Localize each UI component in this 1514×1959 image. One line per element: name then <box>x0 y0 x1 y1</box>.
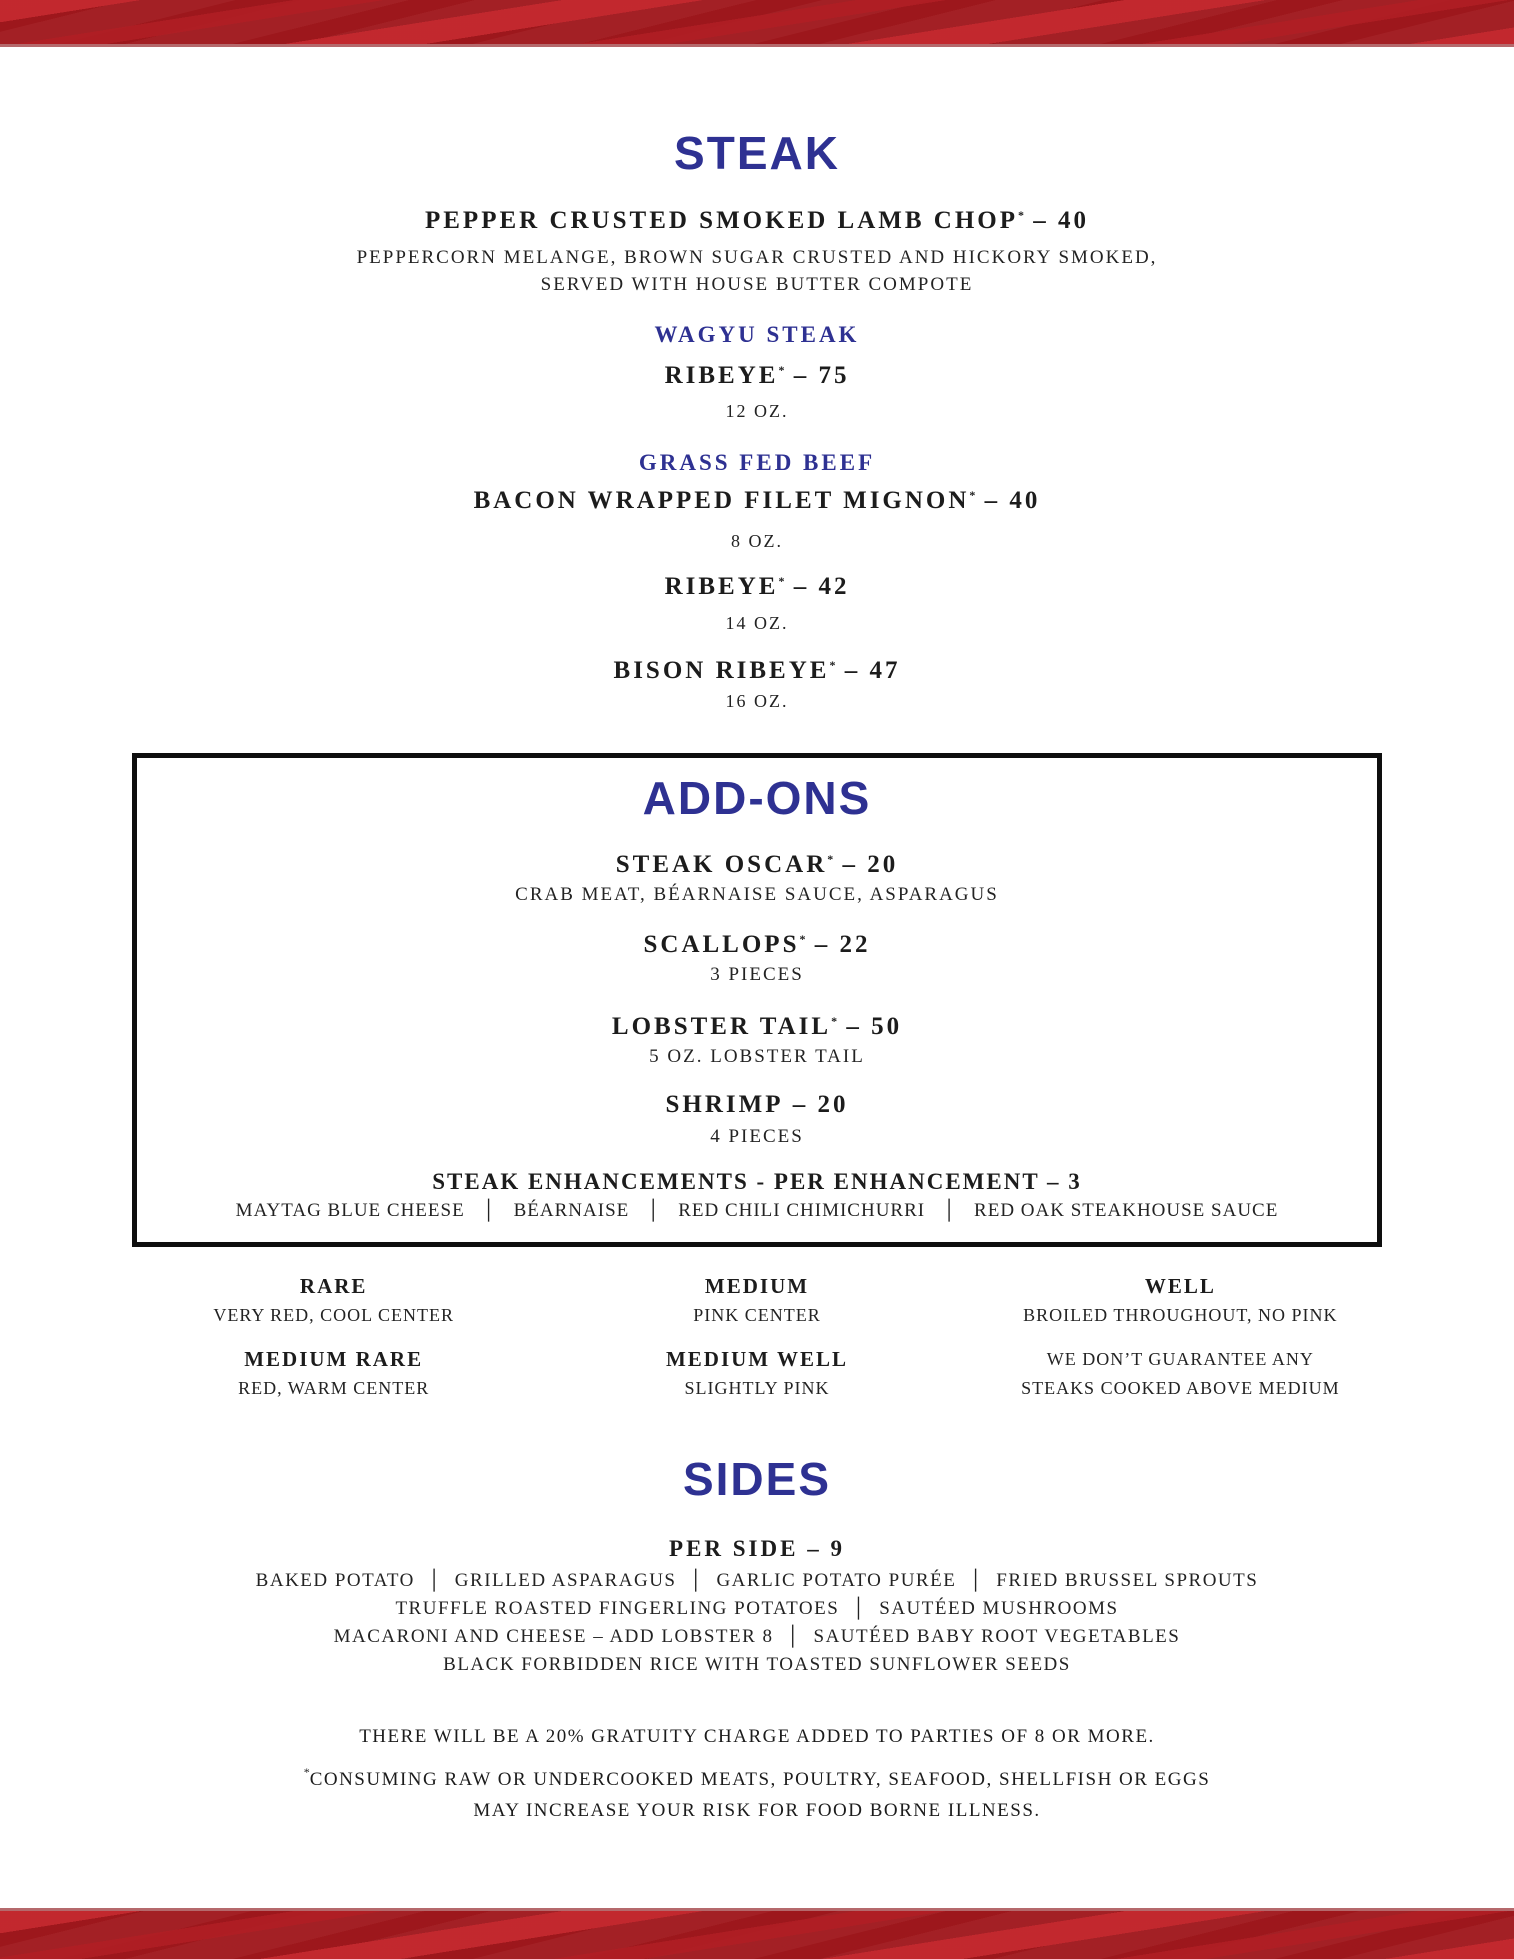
item-name-text: STEAK OSCAR <box>615 851 828 878</box>
doneness-rare <box>122 1273 545 1328</box>
raw-asterisk: * <box>969 488 976 502</box>
item-name-text: RIBEYE <box>664 573 779 600</box>
item-size: 14 OZ. <box>725 613 789 633</box>
raw-food-disclaimer <box>0 1767 1514 1793</box>
doneness-description: BROILED THROUGHOUT, NO PINK <box>1023 1305 1338 1325</box>
item-price: – 47 <box>835 657 901 684</box>
item-price: – 22 <box>805 931 871 958</box>
description-line: CRAB MEAT, BÉARNAISE SAUCE, ASPARAGUS <box>515 884 999 905</box>
item-price: – 20 <box>783 1091 849 1118</box>
doneness-well <box>969 1273 1392 1328</box>
gratuity-notice: THERE WILL BE A 20% GRATUITY CHARGE ADDED TO PARTIES OF 8 OR MORE. <box>359 1726 1155 1747</box>
description-line: 3 PIECES <box>710 964 804 985</box>
doneness-medium-well <box>545 1346 968 1401</box>
raw-asterisk: * <box>778 363 785 377</box>
sides-list-line: BLACK FORBIDDEN RICE WITH TOASTED SUNFLOWER SEEDS <box>443 1654 1071 1675</box>
item-name-text: LOBSTER TAIL <box>611 1013 832 1040</box>
item-price: – 20 <box>833 851 899 878</box>
subsection-grass-fed-beef: GRASS FED BEEF <box>638 450 876 475</box>
sides-list-line: MACARONI AND CHEESE – ADD LOBSTER 8 │ SAUTÉED BABY ROOT VEGETABLES <box>333 1626 1181 1647</box>
doneness-title: RARE <box>299 1274 368 1298</box>
item-price: – 40 <box>975 487 1041 514</box>
section-title-steak: STEAK <box>674 127 840 179</box>
item-price: – 75 <box>784 362 850 389</box>
item-name-text: SHRIMP <box>665 1091 784 1118</box>
item-name-text: PEPPER CRUSTED SMOKED LAMB CHOP <box>424 207 1019 234</box>
menu-item-shrimp <box>137 1090 1377 1120</box>
raw-asterisk: * <box>778 574 785 588</box>
raw-asterisk: * <box>827 852 834 866</box>
raw-asterisk: * <box>829 658 836 672</box>
section-title-add-ons: ADD-ONS <box>642 772 872 824</box>
menu-item-scallops <box>137 930 1377 960</box>
sides-list <box>0 1567 1514 1679</box>
raw-asterisk: * <box>799 932 806 946</box>
disclaimer-text: CONSUMING RAW OR UNDERCOOKED MEATS, POULTRY, SEAFOOD, SHELLFISH OR EGGS <box>309 1769 1211 1790</box>
doneness-guarantee-note <box>969 1346 1392 1401</box>
doneness-medium <box>545 1273 968 1328</box>
menu-item-lamb-chop <box>0 206 1514 236</box>
sides-list-line: TRUFFLE ROASTED FINGERLING POTATOES │ SAUTÉED MUSHROOMS <box>395 1598 1119 1619</box>
doneness-note-line: STEAKS COOKED ABOVE MEDIUM <box>1021 1378 1340 1398</box>
item-size: 12 OZ. <box>725 401 789 421</box>
menu-item-lobster-tail <box>137 1012 1377 1042</box>
doneness-description: VERY RED, COOL CENTER <box>213 1305 454 1325</box>
addons-box <box>132 753 1382 1247</box>
doneness-description: SLIGHTLY PINK <box>684 1378 830 1398</box>
doneness-medium-rare <box>122 1346 545 1401</box>
item-name-text: BACON WRAPPED FILET MIGNON <box>473 487 970 514</box>
item-name-text: BISON RIBEYE <box>613 657 830 684</box>
item-price: – 40 <box>1024 207 1090 234</box>
doneness-title: WELL <box>1144 1274 1216 1298</box>
decorative-red-band-top <box>0 0 1514 47</box>
item-price: – 50 <box>837 1013 903 1040</box>
menu-item-ribeye <box>0 572 1514 602</box>
doneness-guide <box>122 1273 1392 1401</box>
doneness-title: MEDIUM WELL <box>665 1347 849 1371</box>
sides-price: PER SIDE – 9 <box>669 1536 845 1561</box>
item-price: – 42 <box>784 573 850 600</box>
doneness-title: MEDIUM <box>704 1274 810 1298</box>
sides-list-line: BAKED POTATO │ GRILLED ASPARAGUS │ GARLIC POTATO PURÉE │ FRIED BRUSSEL SPROUTS <box>255 1570 1259 1591</box>
menu-item-filet-mignon <box>0 486 1514 516</box>
raw-asterisk: * <box>831 1014 838 1028</box>
raw-asterisk: * <box>303 1765 310 1779</box>
description-line: PEPPERCORN MELANGE, BROWN SUGAR CRUSTED AND HICKORY SMOKED, <box>356 247 1158 268</box>
subsection-wagyu-steak: WAGYU STEAK <box>654 322 860 347</box>
raw-asterisk: * <box>1018 208 1025 222</box>
item-name-text: RIBEYE <box>664 362 779 389</box>
doneness-description: PINK CENTER <box>693 1305 821 1325</box>
doneness-description: RED, WARM CENTER <box>238 1378 430 1398</box>
description-line: 4 PIECES <box>710 1126 804 1147</box>
menu-item-lamb-chop-description <box>0 244 1514 298</box>
section-title-sides: SIDES <box>682 1453 832 1505</box>
menu-item-steak-oscar <box>137 850 1377 880</box>
menu-item-wagyu-ribeye <box>0 361 1514 391</box>
item-name-text: SCALLOPS <box>643 931 800 958</box>
steak-enhancements-title: STEAK ENHANCEMENTS - PER ENHANCEMENT – 3 <box>432 1169 1082 1194</box>
decorative-red-band-bottom <box>0 1908 1514 1959</box>
raw-food-disclaimer-line2: MAY INCREASE YOUR RISK FOR FOOD BORNE ILLNESS. <box>473 1800 1041 1821</box>
description-line: SERVED WITH HOUSE BUTTER COMPOTE <box>540 274 974 295</box>
menu-item-bison-ribeye <box>0 656 1514 686</box>
item-size: 16 OZ. <box>725 691 789 711</box>
doneness-note-line: WE DON’T GUARANTEE ANY <box>1046 1349 1314 1369</box>
description-line: 5 OZ. LOBSTER TAIL <box>649 1046 865 1067</box>
doneness-title: MEDIUM RARE <box>244 1347 424 1371</box>
steak-enhancements-list: MAYTAG BLUE CHEESE │ BÉARNAISE │ RED CHILI CHIMICHURRI │ RED OAK STEAKHOUSE SAUCE <box>235 1200 1279 1221</box>
item-size: 8 OZ. <box>731 531 783 551</box>
